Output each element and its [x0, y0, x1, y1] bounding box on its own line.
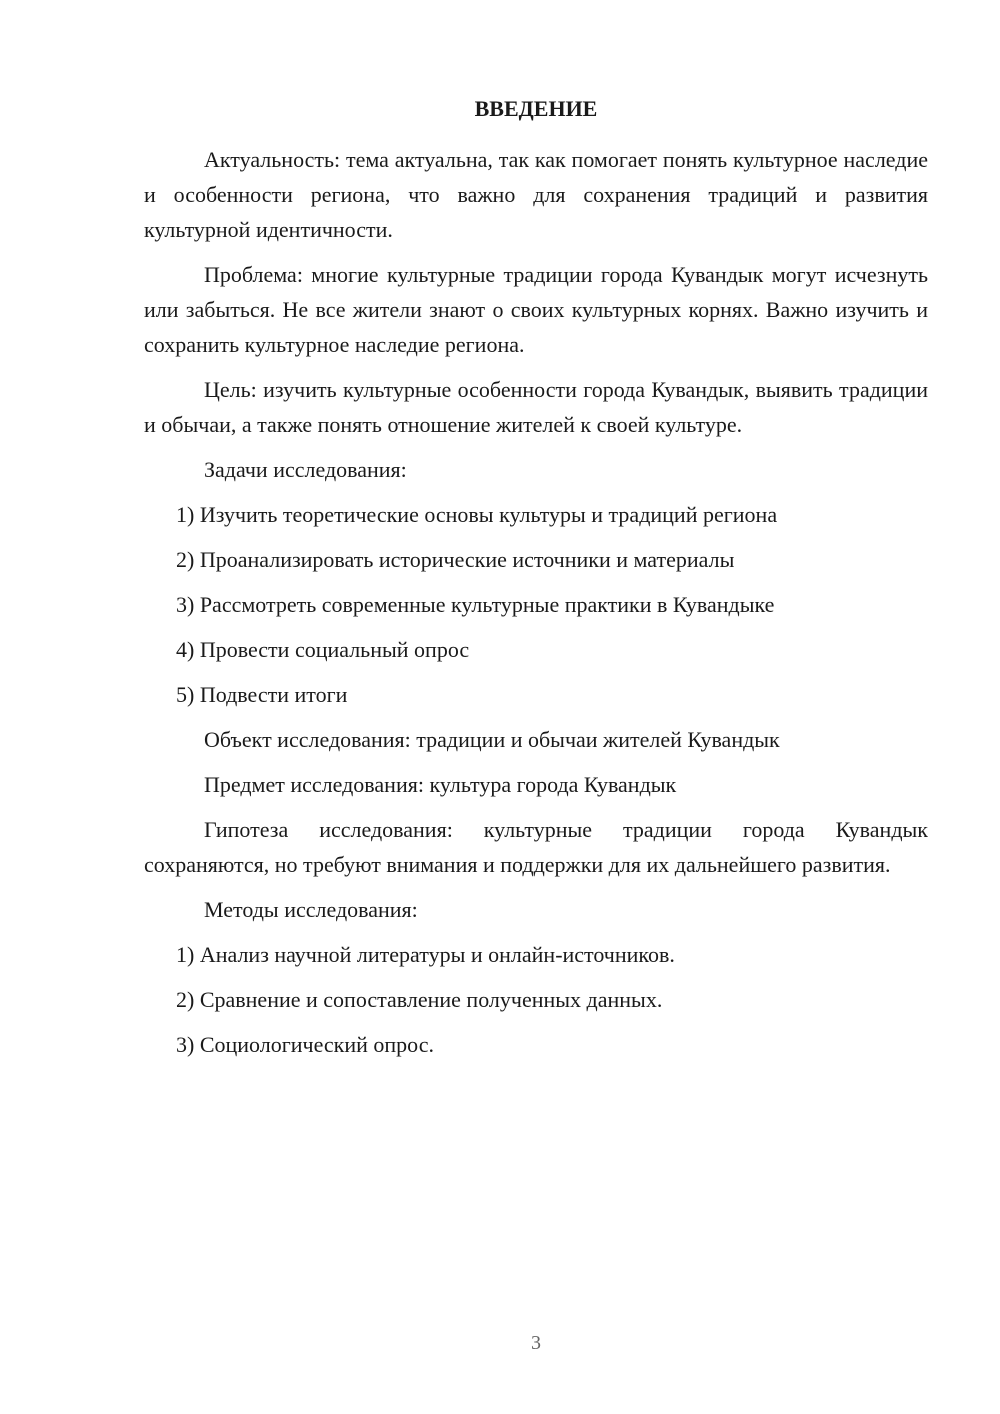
- list-item: 1) Изучить теоретические основы культуры и традиций региона: [176, 502, 778, 527]
- paragraph-goal: Цель: изучить культурные особенности города Кувандык, выявить традиции и обычаи, а также понять отношение жителей к своей культуре.: [144, 377, 928, 437]
- tasks-heading: Задачи исследования:: [204, 457, 407, 482]
- list-item: 4) Провести социальный опрос: [176, 637, 470, 662]
- paragraph-hypothesis: Гипотеза исследования: культурные традиции города Кувандык сохраняются, но требуют внимания и поддержки для их дальнейшего развития.: [144, 817, 928, 877]
- list-item: 3) Социологический опрос.: [176, 1032, 434, 1057]
- paragraph-problem: Проблема: многие культурные традиции города Кувандык могут исчезнуть или забыться. Не все жители знают о своих культурных корнях. Важно изучить и сохранить культурное наследие региона.: [144, 262, 928, 357]
- document-body: [144, 142, 928, 1072]
- list-item: 2) Сравнение и сопоставление полученных данных.: [176, 987, 663, 1012]
- paragraph-object: Объект исследования: традиции и обычаи жителей Кувандык: [204, 727, 780, 752]
- paragraph-relevance: Актуальность: тема актуальна, так как помогает понять культурное наследие и особенности региона, что важно для сохранения традиций и развития культурной идентичности.: [144, 147, 928, 242]
- page-number: 3: [531, 1332, 541, 1354]
- methods-list: [144, 937, 928, 1062]
- list-item: 3) Рассмотреть современные культурные практики в Кувандыке: [176, 592, 775, 617]
- methods-heading: Методы исследования:: [204, 897, 418, 922]
- list-item: 2) Проанализировать исторические источники и материалы: [176, 547, 735, 572]
- paragraph-subject: Предмет исследования: культура города Кувандык: [204, 772, 677, 797]
- list-item: 5) Подвести итоги: [176, 682, 348, 707]
- page-title: ВВЕДЕНИЕ: [474, 96, 598, 121]
- list-item: 1) Анализ научной литературы и онлайн-источников.: [176, 942, 675, 967]
- tasks-list: [144, 497, 928, 712]
